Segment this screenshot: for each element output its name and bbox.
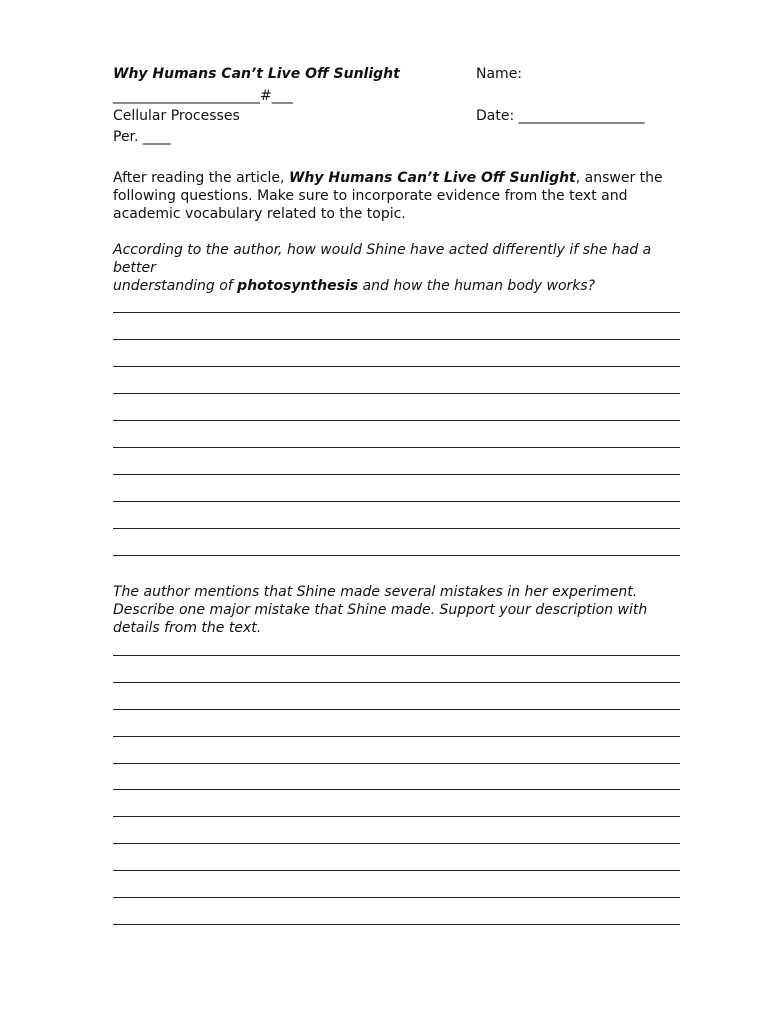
answer-line[interactable] — [113, 924, 680, 925]
date-field — [476, 107, 645, 125]
answer-line[interactable] — [113, 870, 680, 871]
answer-line[interactable] — [113, 312, 680, 313]
answer-line[interactable] — [113, 366, 680, 367]
answer-line[interactable] — [113, 789, 680, 790]
question-1-keyword: photosynthesis — [237, 278, 359, 294]
question-1-line-2 — [113, 277, 658, 295]
period-field[interactable]: Per. ____ — [113, 129, 171, 145]
answer-line[interactable] — [113, 843, 680, 844]
answer-line[interactable] — [113, 682, 680, 683]
instructions-paragraph — [113, 169, 683, 223]
date-blank[interactable]: __________________ — [518, 108, 645, 124]
answer-line[interactable] — [113, 420, 680, 421]
answer-line[interactable] — [113, 501, 680, 502]
date-label: Date: — [476, 108, 515, 124]
question-2: The author mentions that Shine made several mistakes in her experiment. Describe one major mistake that Shine made. Support your description with details from the text. — [113, 584, 648, 636]
student-name-blank[interactable]: _____________________#___ — [113, 88, 293, 104]
question-1-line-1: According to the author, how would Shine have acted differently if she had a better — [113, 242, 652, 276]
question-1-text-a: understanding of — [113, 278, 238, 294]
instructions-prefix: After reading the article, — [113, 170, 289, 186]
answer-line[interactable] — [113, 555, 680, 556]
answer-line[interactable] — [113, 655, 680, 656]
answer-line[interactable] — [113, 709, 680, 710]
answer-line[interactable] — [113, 393, 680, 394]
class-name: Cellular Processes — [113, 108, 240, 124]
answer-line[interactable] — [113, 897, 680, 898]
answer-line[interactable] — [113, 474, 680, 475]
name-label: Name: — [476, 66, 523, 82]
answer-line[interactable] — [113, 816, 680, 817]
answer-line[interactable] — [113, 763, 680, 764]
answer-line[interactable] — [113, 447, 680, 448]
question-1-text-b: and how the human body works? — [358, 278, 596, 294]
answer-line[interactable] — [113, 736, 680, 737]
instructions-suffix: , answer the following questions. Make sure to incorporate evidence from the text and academic vocabulary related to the topic. — [113, 170, 663, 222]
answer-line[interactable] — [113, 528, 680, 529]
article-title: Why Humans Can’t Live Off Sunlight — [288, 170, 576, 186]
answer-line[interactable] — [113, 339, 680, 340]
worksheet-title: Why Humans Can’t Live Off Sunlight — [113, 66, 400, 82]
question-1 — [113, 241, 658, 295]
